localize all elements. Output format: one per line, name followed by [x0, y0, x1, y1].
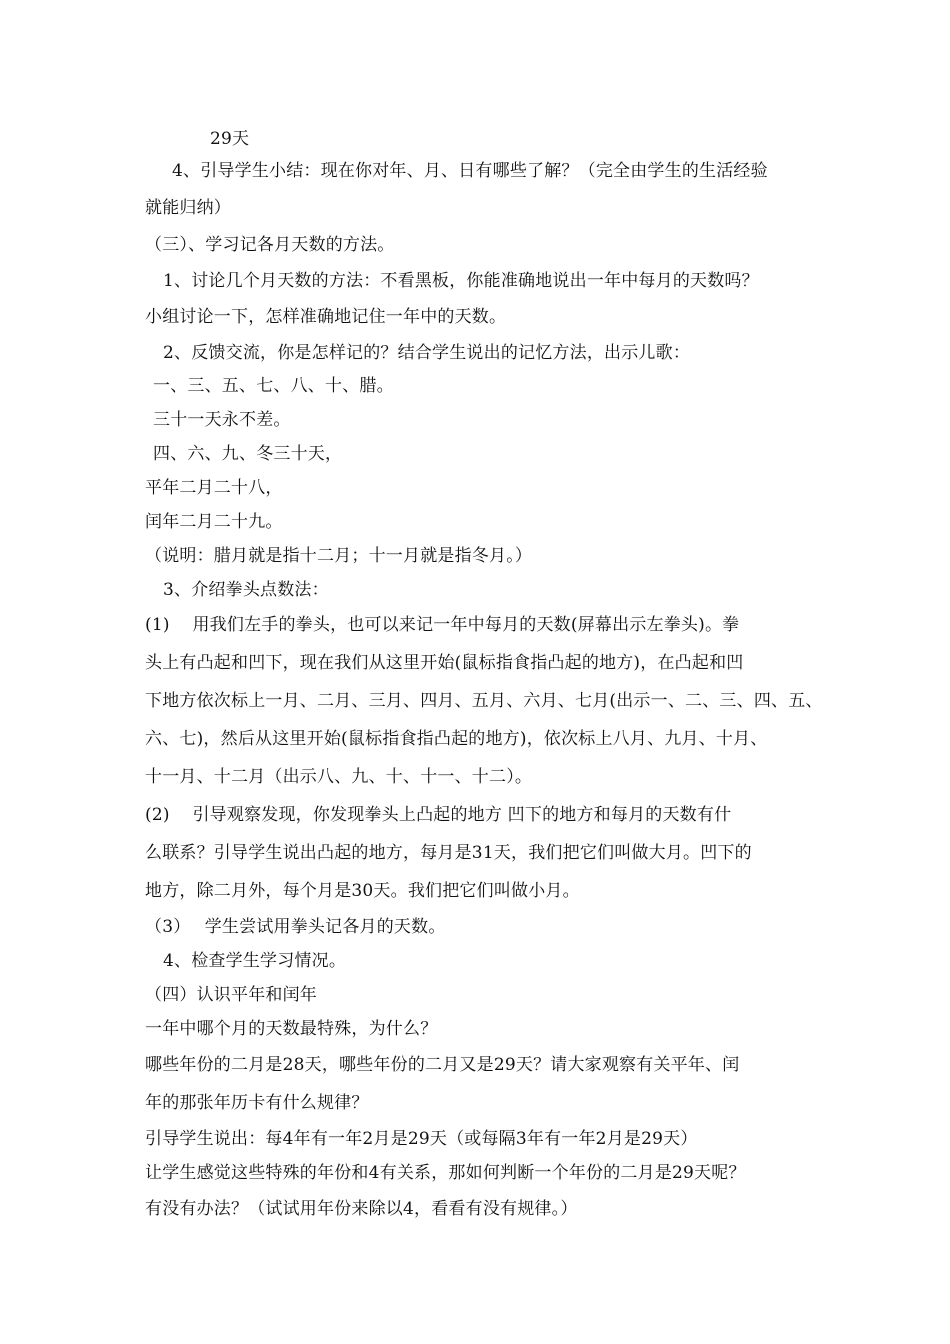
text-line-fist-method: 3、介绍拳头点数法： [163, 580, 329, 600]
text-line-step-1-cont-c: 六、七)，然后从这里开始(鼠标指食指凸起的地方)，依次标上八月、九月、十月、 [145, 729, 768, 749]
rhyme-line-1: 一、三、五、七、八、十、腊。 [153, 376, 394, 396]
text-line-discuss: 1、讨论几个月天数的方法：不看黑板，你能准确地说出一年中每月的天数吗？ [163, 271, 759, 291]
text-line-step-2: (2) 引导观察发现，你发现拳头上凸起的地方 凹下的地方和每月的天数有什 [145, 805, 732, 825]
text-line-step-1-cont-a: 头上有凸起和凹下，现在我们从这里开始(鼠标指食指凸起的地方)，在凸起和凹 [145, 653, 744, 673]
text-line-which-years: 哪些年份的二月是28天，哪些年份的二月又是29天？请大家观察有关平年、闰 [145, 1055, 740, 1075]
text-line-feedback: 2、反馈交流，你是怎样记的？结合学生说出的记忆方法，出示儿歌： [163, 343, 691, 363]
section-heading-4: （四）认识平年和闰年 [145, 985, 317, 1005]
rhyme-line-3: 四、六、九、冬三十天， [153, 444, 343, 464]
section-heading-3: （三）、学习记各月天数的方法。 [145, 235, 395, 255]
text-line-step-2-cont-b: 地方，除二月外，每个月是30天。我们把它们叫做小月。 [145, 881, 580, 901]
text-line-summary-prompt: 4、引导学生小结：现在你对年、月、日有哪些了解？（完全由学生的生活经验 [172, 161, 768, 181]
rhyme-line-5: 闰年二月二十九。 [145, 512, 283, 532]
text-line-step-2-cont-a: 么联系？引导学生说出凸起的地方，每月是31天，我们把它们叫做大月。凹下的 [145, 843, 752, 863]
text-line-step-1-cont-b: 下地方依次标上一月、二月、三月、四月、五月、六月、七月(出示一、二、三、四、五、 [145, 691, 823, 711]
text-line-29-days: 29天 [210, 129, 250, 149]
text-line-summary-cont: 就能归纳） [145, 198, 231, 218]
text-line-guide: 引导学生说出：每4年有一年2月是29天（或每隔3年有一年2月是29天） [145, 1129, 698, 1149]
text-line-step-1: (1) 用我们左手的拳头，也可以来记一年中每月的天数(屏幕出示左拳头)。拳 [145, 615, 740, 635]
rhyme-line-2: 三十一天永不差。 [153, 410, 291, 430]
text-line-step-3: （3） 学生尝试用拳头记各月的天数。 [145, 917, 446, 937]
text-line-which-years-cont: 年的那张年历卡有什么规律？ [145, 1093, 369, 1113]
text-line-discuss-cont: 小组讨论一下，怎样准确地记住一年中的天数。 [145, 307, 507, 327]
text-line-relation: 让学生感觉这些特殊的年份和4有关系，那如何判断一个年份的二月是29天呢？ [145, 1163, 746, 1183]
text-line-method: 有没有办法？（试试用年份来除以4，看看有没有规律。） [145, 1199, 578, 1219]
rhyme-line-4: 平年二月二十八， [145, 478, 283, 498]
text-line-explanation: （说明：腊月就是指十二月；十一月就是指冬月。） [145, 546, 533, 566]
text-line-question: 一年中哪个月的天数最特殊，为什么？ [145, 1019, 438, 1039]
text-line-step-1-cont-d: 十一月、十二月（出示八、九、十、十一、十二）。 [145, 767, 533, 787]
text-line-check: 4、检查学生学习情况。 [163, 951, 347, 971]
